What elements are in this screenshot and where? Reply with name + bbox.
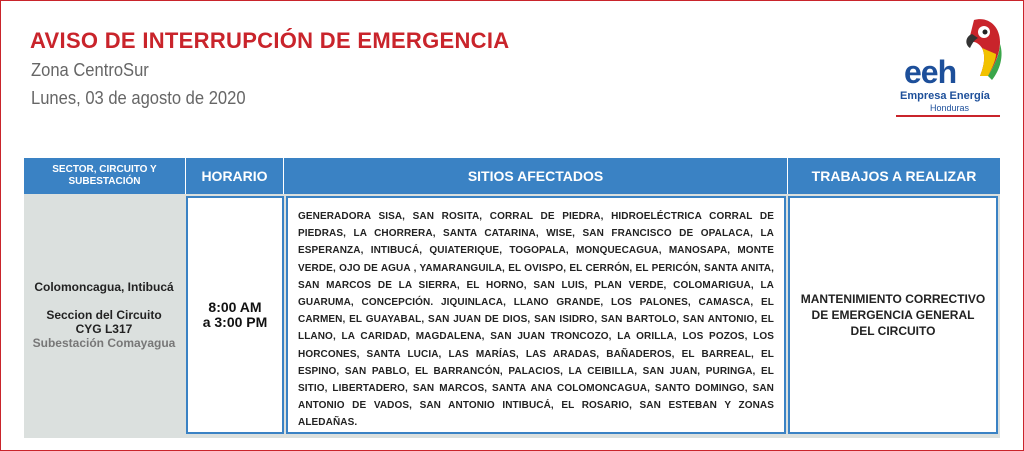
logo-wordmark: eeh [904,54,957,90]
sector-cell [24,196,184,434]
notice-title: AVISO DE INTERRUPCIÓN DE EMERGENCIA [30,28,510,53]
schedule-start: 8:00 AM [208,299,262,315]
column-header-schedule: HORARIO [186,158,284,194]
outage-table [24,158,1000,438]
schedule-cell [186,196,284,434]
sites-cell [286,196,786,434]
column-header-sector: SECTOR, CIRCUITO Y SUBESTACIÓN [24,158,186,194]
logo-company-name: Empresa Energía [900,90,990,102]
circuit-section: Seccion del Circuito [46,308,162,322]
column-header-sites: SITIOS AFECTADOS [284,158,788,194]
notice-date: Lunes, 03 de agosto de 2020 [31,88,246,108]
affected-sites-text: GENERADORA SISA, SAN ROSITA, CORRAL DE PIEDRA, HIDROELÉCTRICA CORRAL DE PIEDRAS, LA CHORRERA, SANTA CATARINA, WISE, SAN FRANCISCO DE OPALACA, LA ESPERANZA, INTIBUCÁ, QUIATERIQUE, TOGOPALA, MONQUECAGUA, MANOSAPA, MONTE VERDE, OJO DE AGUA , YAMARANGUILA, EL OVISPO, EL CERRÓN, EL PERICÓN, SANTA ANITA, SAN MARCOS DE LA SIERRA, EL HORNO, SAN LUIS, PLAN VERDE, COLOMARIGUA, LA GUARUMA, CONCEPCIÓN. JIQUINLACA, LLANO GRANDE, LOS PALONES, CAMASCA, EL CARMEN, EL GUAYABAL, SAN JUAN DE DIOS, SAN ISIDRO, SAN BARTOLO, SAN ANTONIO, EL LLANO, LA CARIDAD, MAGDALENA, SAN JUAN TRONCOZO, LA ORILLA, LOS POZOS, LOS HORCONES, SANTA LUCIA, LAS MARÍAS, LAS ARADAS, BAÑADEROS, EL BARREAL, EL ESPINO, SAN PABLO, EL BARRANCÓN, PALACIOS, LA CEIBILLA, SAN JUAN, PURINGA, EL SITIO, LIBERTADERO, SAN MARCOS, SANTA ANA COLOMONCAGUA, SANTO DOMINGO, SAN ANTONIO DE VADOS, SAN ANTONIO INTIBUCÁ, EL ROSARIO, SAN ESTEBAN Y ZONAS ALEDAÑAS. [298,211,774,429]
work-cell [788,196,998,434]
notice-zone: Zona CentroSur [31,60,149,80]
work-description: MANTENIMIENTO CORRECTIVO DE EMERGENCIA GENERAL DEL CIRCUITO [800,292,986,338]
substation-name: Subestación Comayagua [32,336,176,350]
table-header-row [24,158,1000,194]
schedule-end: a 3:00 PM [202,314,268,330]
column-header-work: TRABAJOS A REALIZAR [811,168,977,184]
sector-name: Colomoncagua, Intibucá [34,280,174,294]
table-row [24,194,1000,438]
notice-header [0,0,1024,150]
company-logo [896,14,1006,124]
logo-underline [896,115,1000,117]
logo-country: Honduras [930,103,970,113]
circuit-code: CYG L317 [75,322,133,336]
